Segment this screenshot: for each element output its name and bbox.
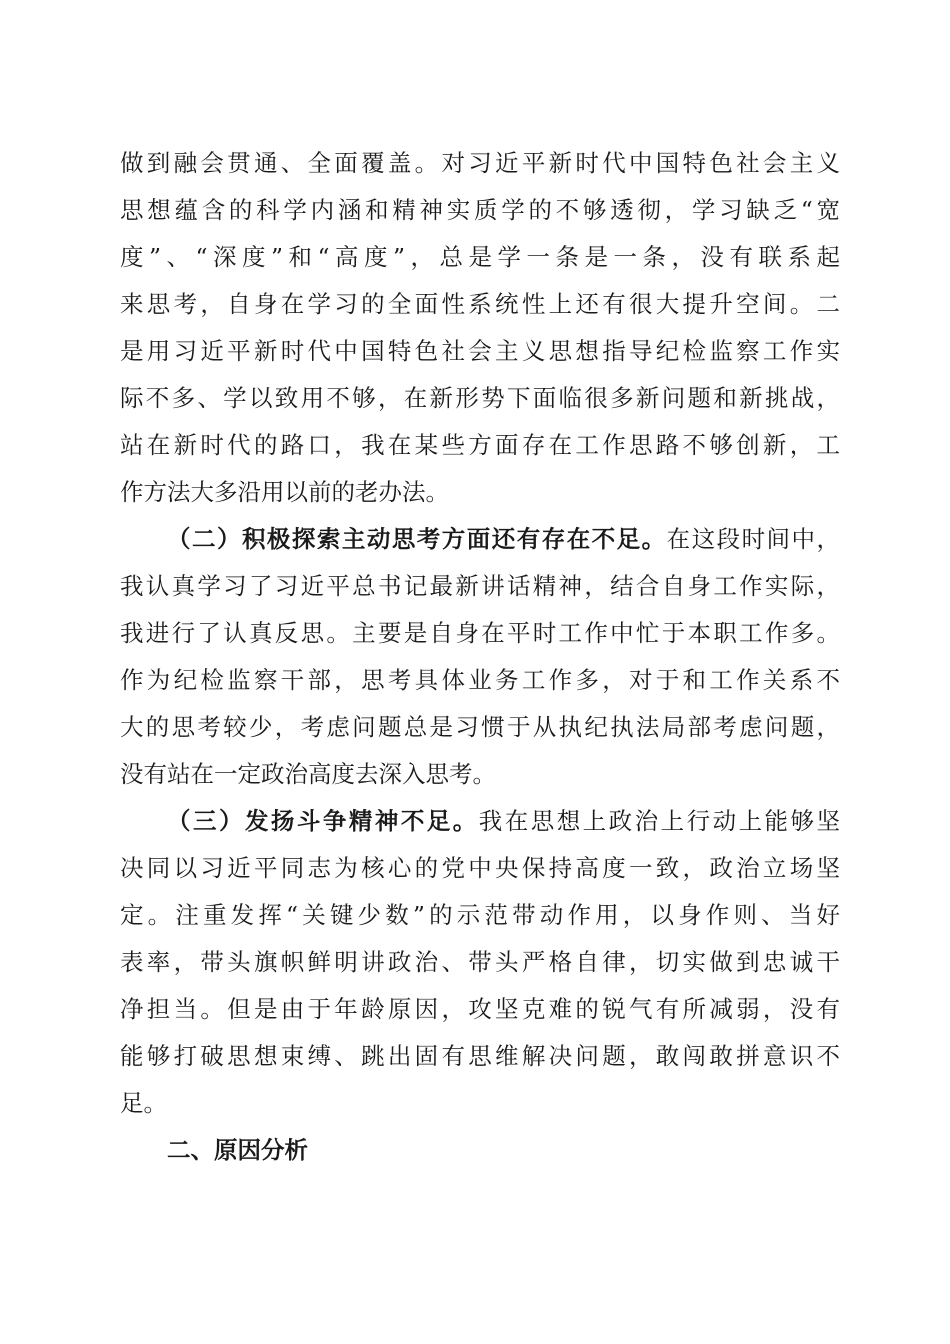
- text-line: 大的思考较少，考虑问题总是习惯于从执纪执法局部考虑问题，: [120, 713, 840, 741]
- paragraph-2-line-rest: 在这段时间中，: [666, 525, 841, 553]
- paragraph-3-line-rest: 我在思想上政治上行动上能够坚: [478, 807, 841, 835]
- text-line: 我认真学习了习近平总书记最新讲话精神，结合自身工作实际，: [120, 572, 840, 600]
- section-heading: 二、原因分析: [167, 1136, 308, 1164]
- text-line: 表率，带头旗帜鲜明讲政治、带头严格自律，切实做到忠诚干: [120, 948, 840, 976]
- text-line: 思想蕴含的科学内涵和精神实质学的不够透彻，学习缺乏“宽: [120, 196, 840, 224]
- text-line: 没有站在一定政治高度去深入思考。: [120, 760, 496, 788]
- paragraph-2-bold-lead: （二）积极探索主动思考方面还有存在不足。: [167, 525, 667, 553]
- text-line: 作方法大多沿用以前的老办法。: [120, 478, 449, 506]
- text-line: 足。: [120, 1089, 167, 1117]
- text-line: 来思考，自身在学习的全面性系统性上还有很大提升空间。二: [120, 290, 840, 318]
- paragraph-3-first-line: [167, 805, 840, 837]
- paragraph-3-bold-lead: （三）发扬斗争精神不足。: [167, 807, 479, 835]
- text-line: 际不多、学以致用不够，在新形势下面临很多新问题和新挑战，: [120, 384, 840, 412]
- text-line: 能够打破思想束缚、跳出固有思维解决问题，敢闯敢拼意识不: [120, 1042, 840, 1070]
- text-line: 定。注重发挥“关键少数”的示范带动作用，以身作则、当好: [120, 901, 840, 929]
- text-line: 作为纪检监察干部，思考具体业务工作多，对于和工作关系不: [120, 666, 840, 694]
- paragraph-2-first-line: [167, 523, 840, 555]
- text-line: 决同以习近平同志为核心的党中央保持高度一致，政治立场坚: [120, 854, 840, 882]
- text-line: 我进行了认真反思。主要是自身在平时工作中忙于本职工作多。: [120, 619, 840, 647]
- text-line: 站在新时代的路口，我在某些方面存在工作思路不够创新，工: [120, 431, 840, 459]
- text-line: 度”、“深度”和“高度”，总是学一条是一条，没有联系起: [120, 243, 840, 271]
- text-line: 是用习近平新时代中国特色社会主义思想指导纪检监察工作实: [120, 337, 840, 365]
- text-line: 净担当。但是由于年龄原因，攻坚克难的锐气有所减弱，没有: [120, 995, 840, 1023]
- text-line: 做到融会贯通、全面覆盖。对习近平新时代中国特色社会主义: [120, 149, 840, 177]
